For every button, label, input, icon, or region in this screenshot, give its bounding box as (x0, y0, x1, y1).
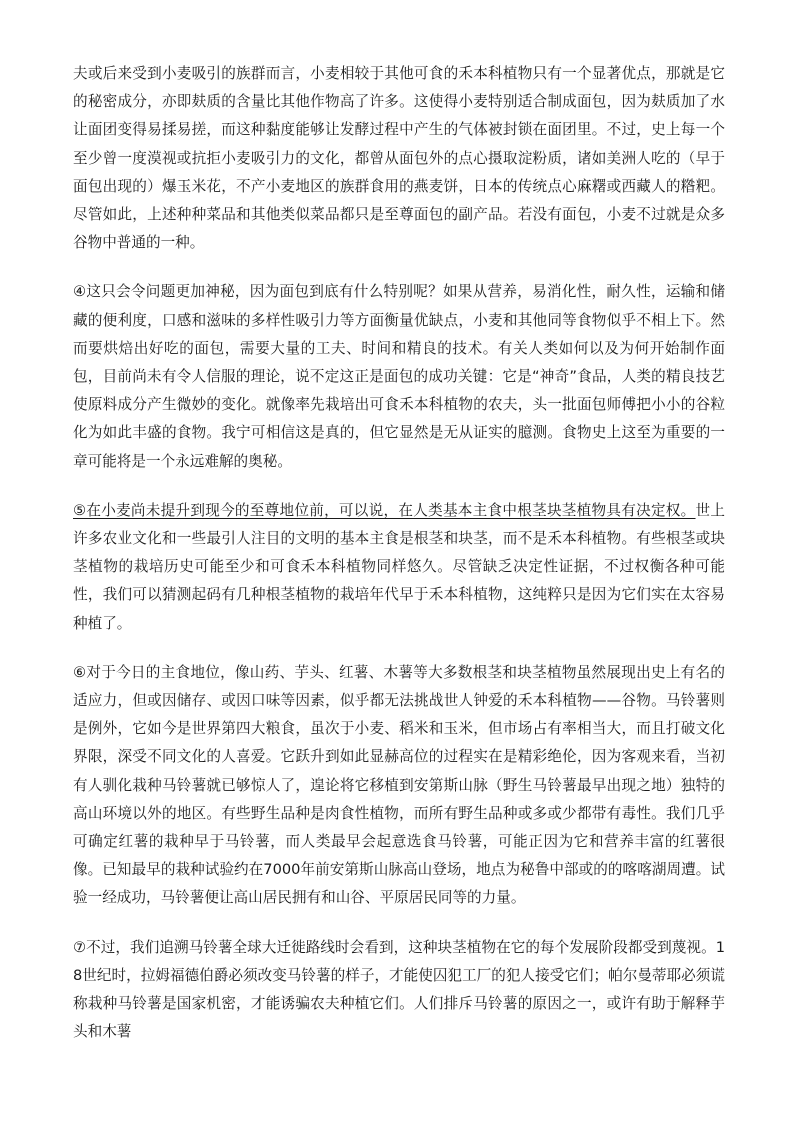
paragraph-6: ⑥对于今日的主食地位，像山药、芋头、红薯、木薯等大多数根茎和块茎植物虽然展现出史上有名的适应力，但或因储存、或因口味等因素，似乎都无法挑战世人钟爱的禾本科植物——谷物。马铃薯则是例外，它如今是世界第四大粮食，虽次于小麦、稻米和玉米，但市场占有率相当大，而且打破文化界限，深受不同文化的人喜爱。它跃升到如此显赫高位的过程实在是精彩绝伦，因为客观来看，当初有人驯化栽种马铃薯就已够惊人了，遑论将它移植到安第斯山脉（野生马铃薯最早出现之地）独特的高山环境以外的地区。有些野生品种是肉食性植物，而所有野生品种或多或少都带有毒性。我们几乎可确定红薯的栽种早于马铃薯，而人类最早会起意选食马铃薯，可能正因为它和营养丰富的红薯很像。已知最早的栽种试验约在7000年前安第斯山脉高山登场，地点为秘鲁中部或的的喀喀湖周遭。试验一经成功，马铃薯便让高山居民拥有和山谷、平原居民同等的力量。 (73, 663, 725, 907)
document-body (73, 60, 725, 1068)
paragraph-7: ⑦不过，我们追溯马铃薯全球大迁徙路线时会看到，这种块茎植物在它的每个发展阶段都受到蔑视。18世纪时，拉姆福德伯爵必须改变马铃薯的样子，才能使囚犯工厂的犯人接受它们；帕尔曼蒂耶必须谎称栽种马铃薯是国家机密，才能诱骗农夫种植它们。人们排斥马铃薯的原因之一，或许有助于解释芋头和木薯 (73, 938, 725, 1041)
paragraph-3: 夫或后来受到小麦吸引的族群而言，小麦相较于其他可食的禾本科植物只有一个显著优点，那就是它的秘密成分，亦即麸质的含量比其他作物高了许多。这使得小麦特别适合制成面包，因为麸质加了水让面团变得易揉易搓，而这种黏度能够让发酵过程中产生的气体被封锁在面团里。不过，史上每一个至少曾一度漠视或抗拒小麦吸引力的文化，都曾从面包外的点心摄取淀粉质，诸如美洲人吃的（早于面包出现的）爆玉米花，不产小麦地区的族群食用的燕麦饼，日本的传统点心麻糬或西藏人的糌粑。尽管如此，上述种种菜品和其他类似菜品都只是至尊面包的副产品。若没有面包，小麦不过就是众多谷物中普通的一种。 (73, 65, 725, 252)
paragraph-4: ④这只会令问题更加神秘，因为面包到底有什么特别呢？如果从营养，易消化性，耐久性，运输和储藏的便利度，口感和滋味的多样性吸引力等方面衡量优缺点，小麦和其他同等食物似乎不相上下。然而要烘焙出好吃的面包，需要大量的工夫、时间和精良的技术。有关人类如何以及为何开始制作面包，目前尚未有令人信服的理论，说不定这正是面包的成功关键：它是“神奇”食品，人类的精良技艺使原料成分产生微妙的变化。就像率先栽培出可食禾本科植物的农夫，头一批面包师傅把小小的谷粒化为如此丰盛的食物。我宁可相信这是真的，但它显然是无从证实的臆测。食物史上这至为重要的一章可能将是一个永远难解的奥秘。 (73, 283, 725, 470)
underlined-sentence: ⑤在小麦尚未提升到现今的至尊地位前，可以说，在人类基本主食中根茎块茎植物具有决定权。 (73, 501, 696, 519)
paragraph-5-rest: 世上许多农业文化和一些最引人注目的文明的基本主食是根茎和块茎，而不是禾本科植物。有些根茎或块茎植物的栽培历史可能至少和可食禾本科植物同样悠久。尽管缺乏决定性证据，不过权衡各种可能性，我们可以猜测起码有几种根茎植物的栽培年代早于禾本科植物，这纯粹只是因为它们实在太容易种植了。 (73, 501, 725, 632)
paragraph-5 (73, 497, 725, 638)
